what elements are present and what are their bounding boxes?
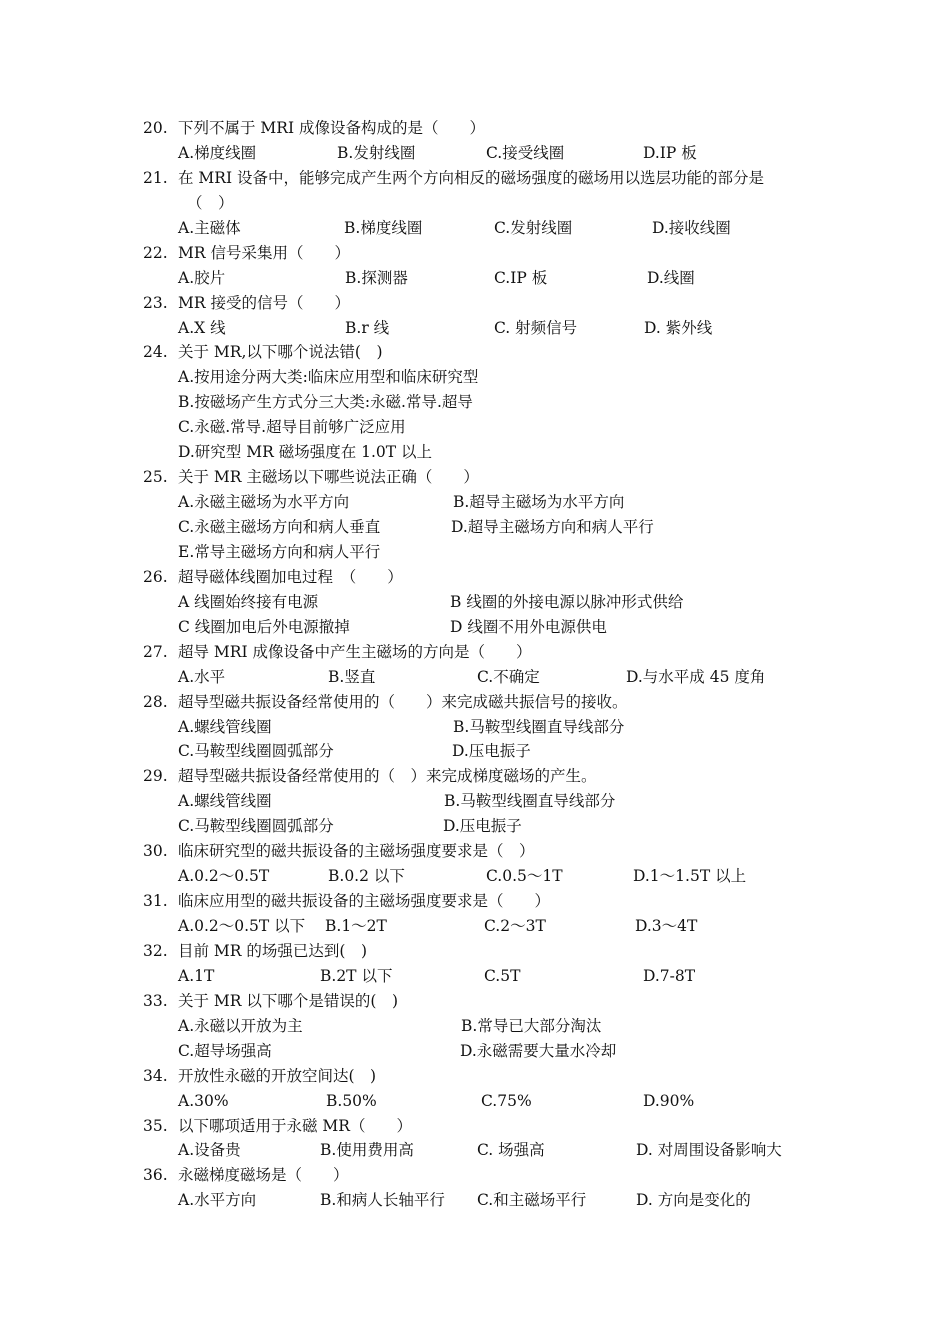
question-item [0, 166, 950, 241]
options-row [0, 814, 950, 839]
question-text: 临床应用型的磁共振设备的主磁场强度要求是（ ） [178, 892, 551, 911]
options-row [0, 590, 950, 615]
document-page [0, 116, 950, 1213]
answer-option: B.r 线 [345, 318, 390, 337]
options-row [0, 1014, 950, 1039]
answer-option: A.永磁以开放为主 [178, 1016, 303, 1035]
answer-option: C.马鞍型线圈圆弧部分 [178, 817, 334, 836]
question-stem-line [0, 690, 950, 715]
question-text: 超导磁体线圈加电过程 （ ） [178, 567, 403, 586]
options-row [0, 266, 950, 291]
question-text: 超导型磁共振设备经常使用的（ ）来完成磁共振信号的接收。 [178, 692, 628, 711]
answer-option: D.超导主磁场方向和病人平行 [451, 518, 654, 536]
question-stem-continuation [0, 191, 950, 216]
question-text: 下列不属于 MRI 成像设备构成的是（ ） [178, 119, 486, 137]
options-row [0, 914, 950, 939]
answer-option: A.30% [178, 1091, 229, 1110]
answer-option: B.50% [326, 1091, 377, 1110]
options-row [0, 490, 950, 515]
answer-option: B.0.2 以下 [328, 867, 405, 886]
answer-option: C.马鞍型线圈圆弧部分 [178, 742, 334, 761]
question-text: 关于 MR 主磁场以下哪些说法正确（ ） [178, 468, 479, 487]
question-stem-line [0, 1064, 950, 1089]
answer-option: D.永磁需要大量水冷却 [460, 1041, 617, 1060]
answer-option: D.IP 板 [643, 143, 697, 162]
answer-option: A 线圈始终接有电源 [178, 592, 319, 611]
question-stem-line [0, 939, 950, 964]
question-stem-line [0, 764, 950, 789]
question-item [0, 565, 950, 640]
answer-option: B.超导主磁场为水平方向 [453, 493, 625, 512]
question-item [0, 989, 950, 1064]
question-item [0, 116, 950, 166]
question-item [0, 241, 950, 291]
question-number: 23. [143, 293, 168, 312]
answer-option: D.压电振子 [452, 742, 531, 761]
question-text: 超导 MRI 成像设备中产生主磁场的方向是（ ） [178, 642, 532, 661]
answer-option: E.常导主磁场方向和病人平行 [178, 542, 381, 561]
answer-option: C.IP 板 [494, 268, 548, 287]
question-item [0, 1114, 950, 1164]
answer-option: A.0.2～0.5T [178, 867, 270, 886]
answer-option: C. 射频信号 [494, 318, 578, 337]
question-item [0, 340, 950, 465]
answer-option: B.马鞍型线圈直导线部分 [453, 717, 625, 736]
question-text: 开放性永磁的开放空间达( ) [178, 1066, 377, 1085]
answer-option: B.1～2T [325, 917, 387, 935]
options-row [0, 1138, 950, 1163]
answer-option: C.75% [481, 1091, 532, 1110]
options-row [0, 216, 950, 241]
answer-option: C.永磁.常导.超导目前够广泛应用 [178, 418, 406, 437]
answer-option: A.主磁体 [178, 218, 241, 237]
question-stem-line [0, 839, 950, 864]
question-number: 34. [143, 1066, 168, 1085]
question-number: 33. [143, 991, 168, 1010]
answer-option: B.和病人长轴平行 [320, 1191, 445, 1210]
options-row [0, 864, 950, 889]
answer-option: C.和主磁场平行 [477, 1191, 587, 1210]
question-text: 关于 MR,以下哪个说法错( ) [178, 343, 383, 362]
options-row [0, 390, 950, 415]
answer-option: A.设备贵 [178, 1141, 241, 1160]
answer-option: B.按磁场产生方式分三大类:永磁.常导.超导 [178, 393, 473, 412]
question-number: 27. [143, 642, 168, 661]
question-text: 超导型磁共振设备经常使用的（ ）来完成梯度磁场的产生。 [178, 767, 597, 786]
answer-option: B.使用费用高 [320, 1141, 414, 1160]
options-row [0, 515, 950, 540]
question-number: 35. [143, 1116, 168, 1135]
options-row [0, 739, 950, 764]
options-row [0, 440, 950, 465]
answer-option: C. 场强高 [477, 1141, 545, 1160]
question-stem-line [0, 1163, 950, 1188]
question-number: 26. [143, 567, 168, 586]
question-number: 20. [143, 119, 168, 137]
question-item [0, 1163, 950, 1213]
answer-option: D.3～4T [635, 917, 698, 935]
answer-option: A.梯度线圈 [178, 143, 257, 162]
answer-option: D.压电振子 [443, 817, 522, 836]
question-item [0, 889, 950, 939]
options-row [0, 1039, 950, 1064]
question-item [0, 690, 950, 765]
question-text: 目前 MR 的场强已达到( ) [178, 941, 367, 960]
question-text: 关于 MR 以下哪个是错误的( ) [178, 991, 398, 1010]
answer-option: D. 对周围设备影响大 [636, 1141, 782, 1160]
question-stem-line [0, 340, 950, 365]
answer-option: C.不确定 [477, 667, 540, 686]
options-row [0, 540, 950, 565]
question-text: MR 信号采集用（ ） [178, 243, 350, 262]
answer-option: B.竖直 [328, 667, 376, 686]
options-row [0, 789, 950, 814]
answer-option: B.发射线圈 [337, 143, 416, 162]
question-text: 临床研究型的磁共振设备的主磁场强度要求是（ ） [178, 842, 535, 861]
question-number: 25. [143, 468, 168, 487]
answer-option: A.X 线 [178, 318, 226, 337]
answer-option: C.0.5～1T [486, 867, 563, 886]
question-number: 36. [143, 1166, 168, 1185]
answer-option: D. 方向是变化的 [636, 1191, 751, 1210]
answer-option: B 线圈的外接电源以脉冲形式供给 [450, 592, 684, 611]
options-row [0, 365, 950, 390]
options-row [0, 665, 950, 690]
options-row [0, 964, 950, 989]
question-item [0, 839, 950, 889]
question-stem-line [0, 166, 950, 191]
answer-option: D.1～1.5T 以上 [633, 867, 747, 886]
question-text: 在 MRI 设备中，能够完成产生两个方向相反的磁场强度的磁场用以选层功能的部分是 [178, 168, 765, 187]
answer-option: D 线圈不用外电源供电 [450, 617, 607, 636]
answer-option: C.5T [484, 966, 521, 985]
answer-option: D.与水平成 45 度角 [626, 667, 766, 686]
question-stem-line [0, 116, 950, 141]
answer-option: A.水平方向 [178, 1191, 257, 1210]
answer-option: C.永磁主磁场方向和病人垂直 [178, 518, 381, 536]
question-item [0, 291, 950, 341]
answer-option: D.接收线圈 [652, 218, 731, 237]
options-row [0, 1188, 950, 1213]
answer-option: A.螺线管线圈 [178, 792, 272, 811]
question-text: MR 接受的信号（ ） [178, 293, 350, 312]
answer-option: C 线圈加电后外电源撤掉 [178, 617, 350, 636]
answer-option: A.按用途分两大类:临床应用型和临床研究型 [178, 368, 479, 387]
options-row [0, 715, 950, 740]
answer-option: A.螺线管线圈 [178, 717, 272, 736]
answer-option: C.接受线圈 [486, 143, 565, 162]
question-number: 31. [143, 892, 168, 911]
question-number: 30. [143, 842, 168, 861]
options-row [0, 615, 950, 640]
question-text: （ ） [187, 193, 234, 212]
answer-option: B.探测器 [345, 268, 408, 287]
answer-option: B.2T 以下 [320, 966, 393, 985]
answer-option: A.1T [178, 966, 215, 985]
question-stem-line [0, 640, 950, 665]
answer-option: D. 紫外线 [644, 318, 713, 337]
question-stem-line [0, 291, 950, 316]
question-item [0, 939, 950, 989]
question-text: 以下哪项适用于永磁 MR（ ） [178, 1116, 412, 1135]
question-number: 32. [143, 941, 168, 960]
question-item [0, 465, 950, 565]
answer-option: A.0.2～0.5T 以下 [178, 917, 306, 935]
options-row [0, 1089, 950, 1114]
question-item [0, 1064, 950, 1114]
answer-option: D.研究型 MR 磁场强度在 1.0T 以上 [178, 443, 433, 462]
answer-option: C.超导场强高 [178, 1041, 272, 1060]
answer-option: A.胶片 [178, 268, 226, 287]
question-text: 永磁梯度磁场是（ ） [178, 1166, 349, 1185]
question-number: 21. [143, 168, 168, 187]
answer-option: C.发射线圈 [494, 218, 573, 237]
options-row [0, 415, 950, 440]
question-stem-line [0, 241, 950, 266]
question-number: 24. [143, 343, 168, 362]
answer-option: B.梯度线圈 [344, 218, 423, 237]
question-stem-line [0, 889, 950, 914]
answer-option: B.马鞍型线圈直导线部分 [444, 792, 616, 811]
question-stem-line [0, 465, 950, 490]
question-stem-line [0, 565, 950, 590]
question-item [0, 640, 950, 690]
answer-option: C.2～3T [484, 917, 546, 935]
options-row [0, 141, 950, 166]
question-number: 29. [143, 767, 168, 786]
answer-option: D.90% [643, 1091, 695, 1110]
question-item [0, 764, 950, 839]
answer-option: A.水平 [178, 667, 226, 686]
question-number: 22. [143, 243, 168, 262]
options-row [0, 316, 950, 341]
question-stem-line [0, 989, 950, 1014]
question-stem-line [0, 1114, 950, 1139]
answer-option: A.永磁主磁场为水平方向 [178, 493, 350, 512]
answer-option: B.常导已大部分淘汰 [461, 1016, 602, 1035]
question-number: 28. [143, 692, 168, 711]
answer-option: D.7-8T [643, 966, 696, 985]
answer-option: D.线圈 [647, 268, 695, 287]
